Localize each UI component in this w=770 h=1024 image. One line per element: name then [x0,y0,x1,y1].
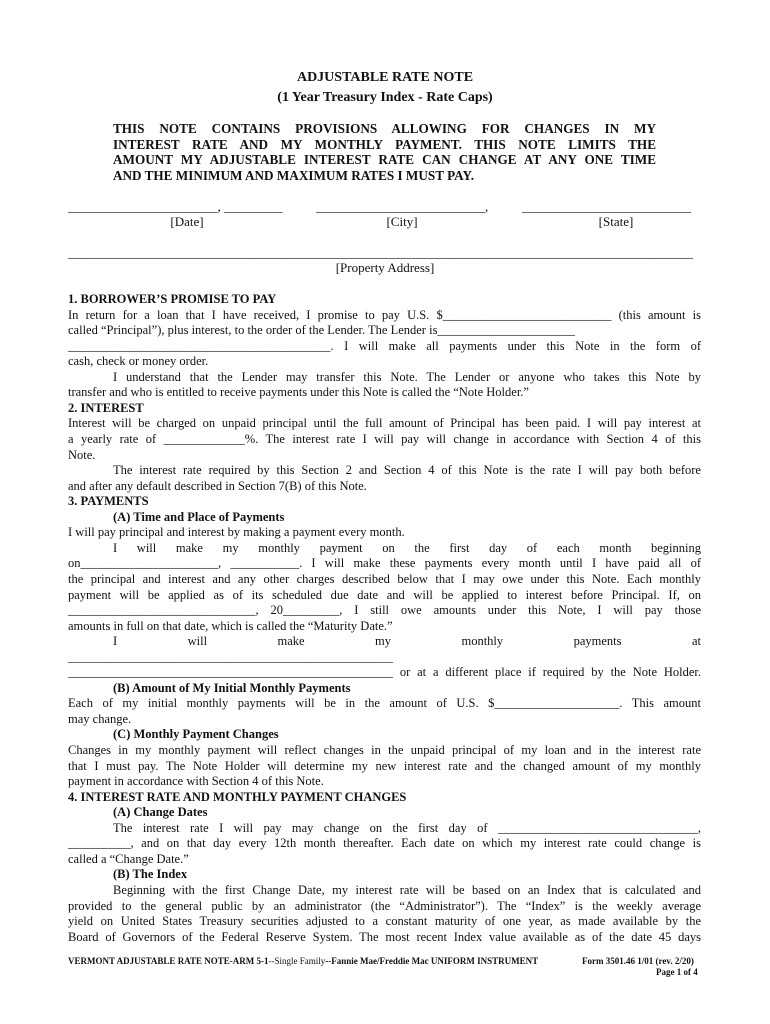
line-text: payment will be applied as of its scheduled due date and will be applied to interest before Principal. If, on [68,587,701,602]
footer-instrument [68,956,538,966]
document-subtitle: (1 Year Treasury Index - Rate Caps) [277,90,493,105]
body-line [68,385,529,401]
notice-line: AND THE MINIMUM AND MAXIMUM RATES I MUST PAY. [113,167,475,183]
state-label: [State] [598,214,634,229]
line-text: called “Principal”), plus interest, to the order of the Lender. The Lender is______________________ [68,323,575,338]
line-text: ____________________________________________________ or at a different place if required by the Note Holder. [68,665,701,680]
line-text: (B) Amount of My Initial Monthly Payments [113,680,351,695]
date-label: [Date] [170,214,204,229]
line-text: (C) Monthly Payment Changes [113,727,279,742]
line-text: Interest will be charged on unpaid principal until the full amount of Principal has been paid. I will pay interest at [68,416,701,431]
section-heading [68,510,284,526]
line-text: ____________________________________________________ [68,649,393,664]
line-text: Note. [68,447,96,462]
line-text: payment in accordance with Section 4 of this Note. [68,774,324,788]
property-address-label: [Property Address] [335,260,435,275]
line-text: Board of Governors of the Federal Reserve System. The most recent Index value available as of the date 45 days [68,929,701,944]
line-text: __________________________________________. I will make all payments under this Note in the form of [68,338,701,353]
body-line [68,836,701,852]
line-text: 2. INTEREST [68,400,144,415]
section-heading [68,790,406,806]
notice-line: INTEREST RATE AND MY MONTHLY PAYMENT. THIS NOTE LIMITS THE [113,136,656,152]
footer-title: VERMONT ADJUSTABLE RATE NOTE-ARM 5-1 [68,956,269,966]
line-text: transfer and who is entitled to receive payments under this Note is called the “Note Holder.” [68,385,529,400]
body-line [68,665,701,681]
section-heading [68,727,279,743]
body-line [68,556,701,572]
body-line [68,432,701,448]
line-text: Beginning with the first Change Date, my interest rate will be based on an Index that is calculated and [113,882,701,897]
body-line [68,603,701,619]
body-line [68,479,367,495]
body-line [68,634,701,650]
body-line [68,416,701,432]
body-line [68,448,95,464]
body-line [68,525,405,541]
line-text: called a “Change Date.” [68,851,189,866]
line-text: (B) The Index [113,867,188,882]
notice-line: AMOUNT MY ADJUSTABLE INTEREST RATE CAN CHANGE AT ANY ONE TIME [113,152,656,167]
line-text: 4. INTEREST RATE AND MONTHLY PAYMENT CHANGES [68,789,407,804]
line-text: provided to the general public by an administrator (the “Administrator”). The “Index” is the weekly average [68,898,701,913]
body-line [68,774,324,790]
body-line [68,899,701,915]
line-text: I will make my monthly payment on the first day of each month beginning [113,540,701,555]
line-text: (A) Change Dates [113,805,208,820]
state-blank[interactable]: __________________________ [522,199,691,214]
line-text: The interest rate I will pay may change on the first day of ________________________________, [113,820,701,835]
line-text: amounts in full on that date, which is called the “Maturity Date.” [68,618,393,633]
line-text: I understand that the Lender may transfer this Note. The Lender or anyone who takes this Note by [113,369,701,384]
body-line [68,930,701,946]
line-text: yield on United States Treasury securities adjusted to a constant maturity of one year, as made available by the [68,914,701,928]
line-text: that I must pay. The Note Holder will determine my new interest rate and the changed amount of my monthly [68,758,701,773]
city-label: [City] [386,214,418,229]
line-text: a yearly rate of _____________%. The interest rate I will pay will change in accordance with Section 4 of this [68,432,701,446]
line-text: and after any default described in Section 7(B) of this Note. [68,478,367,493]
body-line [68,463,701,479]
body-line [68,572,701,588]
body-line [68,712,131,728]
line-text: Each of my initial monthly payments will be in the amount of U.S. $____________________. This amount [68,696,701,711]
line-text: the principal and interest and any other charges described below that I may owe under this Note. Each monthly [68,571,701,586]
line-text: on______________________, ___________. I will make these payments every month until I have paid all of [68,556,701,571]
footer-page-number: Page 1 of 4 [656,967,698,977]
body-line [68,619,393,635]
footer-form-number: Form 3501.46 1/01 (rev. 2/20) [582,956,694,966]
line-text: The interest rate required by this Section 2 and Section 4 of this Note is the rate I will pay both before [113,463,701,478]
property-address-blank[interactable]: ____________________________________________________________________________________________________ [68,246,693,260]
line-text: 3. PAYMENTS [68,494,149,509]
body-line [68,354,208,370]
section-heading [68,494,149,510]
body-line [68,588,701,604]
section-heading [68,867,187,883]
section-heading [68,681,351,697]
line-text: ______________________________, 20_________, I still owe amounts under this Note, I will pay those [68,603,701,617]
line-text: __________, and on that day every 12th month thereafter. Each date on which my interest rate could change is [68,836,701,851]
notice-line: THIS NOTE CONTAINS PROVISIONS ALLOWING FOR CHANGES IN MY [113,121,656,136]
body-line [68,650,393,666]
body-line [68,743,701,759]
body-line [68,308,701,324]
line-text: cash, check or money order. [68,354,209,369]
body-line [68,541,701,557]
body-line [68,696,701,712]
footer-family: --Single Family [268,956,326,966]
line-text: In return for a loan that I have received, I promise to pay U.S. $___________________________ (this amount is [68,307,701,322]
section-heading [68,292,276,308]
body-line [68,852,189,868]
line-text: 1. BORROWER’S PROMISE TO PAY [68,292,277,306]
line-text: (A) Time and Place of Payments [113,509,285,524]
body-line [68,914,701,930]
footer-uniform: --Fannie Mae/Freddie Mac UNIFORM INSTRUMENT [325,956,539,966]
body-line [68,821,701,837]
date-blank[interactable]: _______________________, _________ [68,199,283,214]
body-line [68,339,701,355]
city-blank[interactable]: __________________________, [316,199,489,214]
line-text: I will pay principal and interest by making a payment every month. [68,525,405,540]
section-heading [68,805,207,821]
line-text: Changes in my monthly payment will reflect changes in the unpaid principal of my loan and in the interest rate [68,743,701,757]
body-line [68,323,575,339]
document-title: ADJUSTABLE RATE NOTE [296,70,474,85]
line-text: may change. [68,711,132,726]
line-text: I will make my monthly payments at [113,634,701,649]
body-line [68,370,701,386]
body-line [68,759,701,775]
rate-change-notice [113,121,656,183]
body-line [68,883,701,899]
section-heading [68,401,144,417]
